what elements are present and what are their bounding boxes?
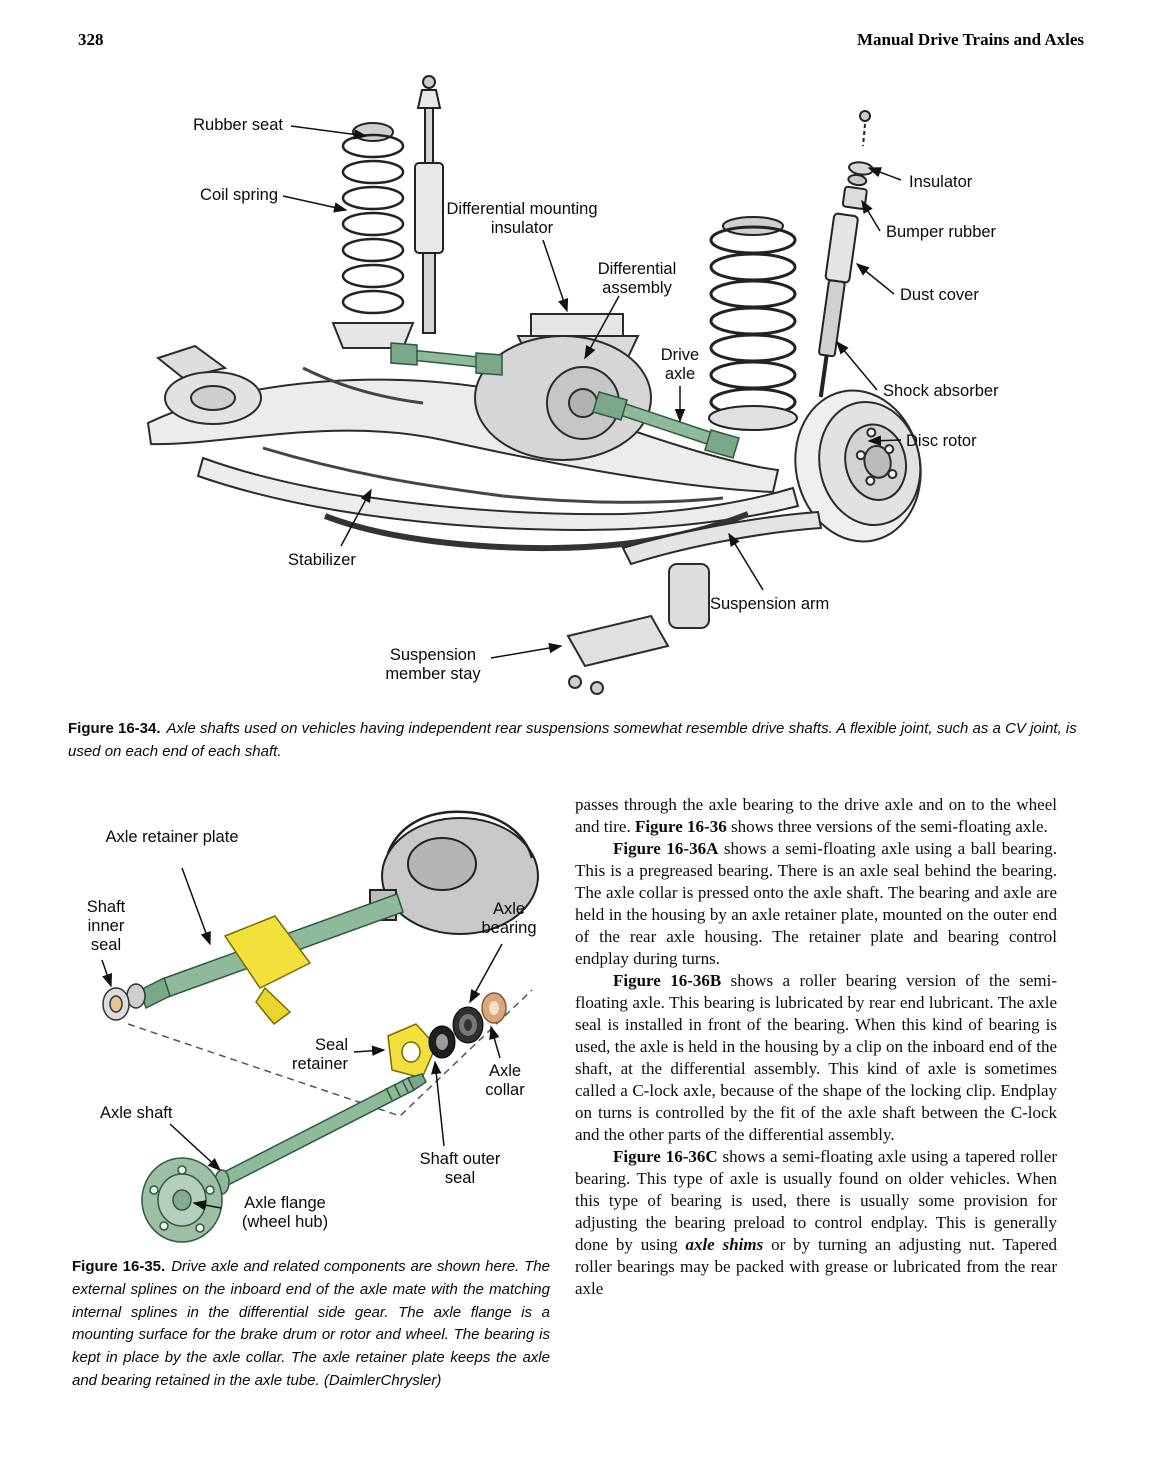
label-bumper-rubber: Bumper rubber: [886, 223, 997, 241]
figure-16-35-caption-text: Drive axle and related components are shown here. The external splines on the inboard end of the axle mate with the matching internal splines in the differential side gear. The axle flange is a mounting surface for the brake drum or rotor and wheel. The bearing is kept in place by the axle collar. The axle retainer plate keeps the axle and bearing retained in the axle tube. (DaimlerChrysler): [72, 1258, 550, 1389]
shock-absorber-part: [809, 111, 874, 400]
right-spring-lower-seat: [709, 406, 797, 430]
figure-16-34-caption-text: Axle shafts used on vehicles having independent rear suspensions somewhat resemble drive shafts. A flexible joint, such as a CV joint, is used on each end of each shaft.: [68, 720, 1077, 760]
page-header: [78, 30, 1084, 50]
figure-16-35-caption-label: Figure 16-35.: [72, 1258, 166, 1275]
label-seal-retainer: Seal retainer: [292, 1036, 348, 1074]
label-differential-mounting-insulator: Differential mounting insulator: [446, 200, 598, 238]
label-drive-axle: Drive axle: [660, 346, 700, 384]
figure-16-34-caption: [68, 718, 1084, 764]
label-dust-cover: Dust cover: [900, 286, 979, 304]
label-differential-assembly: Differential assembly: [597, 260, 677, 298]
label-rubber-seat: Rubber seat: [193, 116, 283, 134]
figure-16-35-caption: [72, 1256, 550, 1393]
paragraph-3: Figure 16-36B shows a roller bearing version of the semi-floating axle. This bearing is lubricated by rear end lubricant. The axle seal is installed in front of the bearing. When this kind of bearing is used, the axle is held in the housing by a clip on the inboard end of the shaft, at the differential assembly. This kind of axle is sometimes called a C-lock axle, because of the shape of the locking clip. Endplay on turns is controlled by the fit of the axle shaft between the C-lock and the other parts of the differential assembly.: [575, 971, 1057, 1144]
axle-bearing-part: [453, 1007, 483, 1043]
label-axle-flange: Axle flange (wheel hub): [241, 1194, 329, 1232]
seal-retainer-part: [388, 1024, 436, 1078]
differential-mounting-insulator-part: [531, 314, 623, 336]
label-shaft-outer-seal: Shaft outer seal: [419, 1150, 501, 1188]
label-axle-shaft: Axle shaft: [100, 1104, 173, 1122]
label-stabilizer: Stabilizer: [288, 551, 356, 569]
rubber-seat-part: [353, 123, 393, 141]
label-suspension-member-stay: Suspension member stay: [385, 646, 481, 684]
label-coil-spring: Coil spring: [200, 186, 278, 204]
label-shock-absorber: Shock absorber: [883, 382, 999, 400]
bumper-rubber-part: [843, 186, 868, 209]
label-insulator: Insulator: [909, 173, 973, 191]
paragraph-4: Figure 16-36C shows a semi-floating axle using a tapered roller bearing. This type of axle is usually found on older vehicles. When this type of bearing is used, there is usually some provision for adjusting the bearing preload to control endplay. This is generally done by using axle shims or by turning an adjusting nut. Tapered roller bearings may be packed with grease or lubricated from the rear axle: [575, 1147, 1057, 1298]
axle-shaft-part: [185, 1074, 426, 1204]
label-axle-retainer-plate: Axle retainer plate: [105, 828, 239, 846]
figure-16-34-caption-label: Figure 16-34.: [68, 720, 161, 737]
shaft-outer-seal-part: [429, 1026, 455, 1058]
shaft-inner-seal-part: [103, 984, 145, 1020]
label-axle-collar: Axle collar: [485, 1062, 525, 1100]
label-suspension-arm: Suspension arm: [710, 595, 830, 613]
label-axle-bearing: Axle bearing: [481, 900, 537, 938]
differential-assembly-part: [475, 314, 651, 460]
figure-16-35: [70, 798, 560, 1250]
body-text-column: [575, 794, 1057, 1300]
left-strut: [415, 76, 443, 333]
figure-16-34: [63, 68, 1093, 713]
coil-spring-right: [711, 227, 795, 415]
drive-axle-left-part: [391, 343, 502, 375]
suspension-member-stay-part: [568, 616, 668, 694]
dust-cover-part: [825, 213, 858, 283]
label-shaft-inner-seal: Shaft inner seal: [86, 898, 126, 955]
axle-flange-part: [142, 1158, 222, 1242]
paragraph-2: Figure 16-36A shows a semi-floating axle using a ball bearing. This is a pregreased bearing. There is an axle seal behind the bearing. The axle collar is pressed onto the axle shaft. The bearing and axle are held in the housing by an axle retainer plate, mounted on the outer end of the rear axle housing. The retainer plate and bearing control endplay during turns.: [575, 839, 1057, 968]
paragraph-1: passes through the axle bearing to the drive axle and on to the wheel and tire. Figure 16-36 shows three versions of the semi-floating axle.: [575, 795, 1057, 836]
running-title: Manual Drive Trains and Axles: [856, 30, 1084, 49]
left-hub-assembly: [158, 346, 261, 424]
coil-spring-left: [343, 135, 403, 313]
label-disc-rotor: Disc rotor: [906, 432, 977, 450]
axle-collar-part: [482, 993, 506, 1023]
page-number: 328: [78, 30, 104, 49]
